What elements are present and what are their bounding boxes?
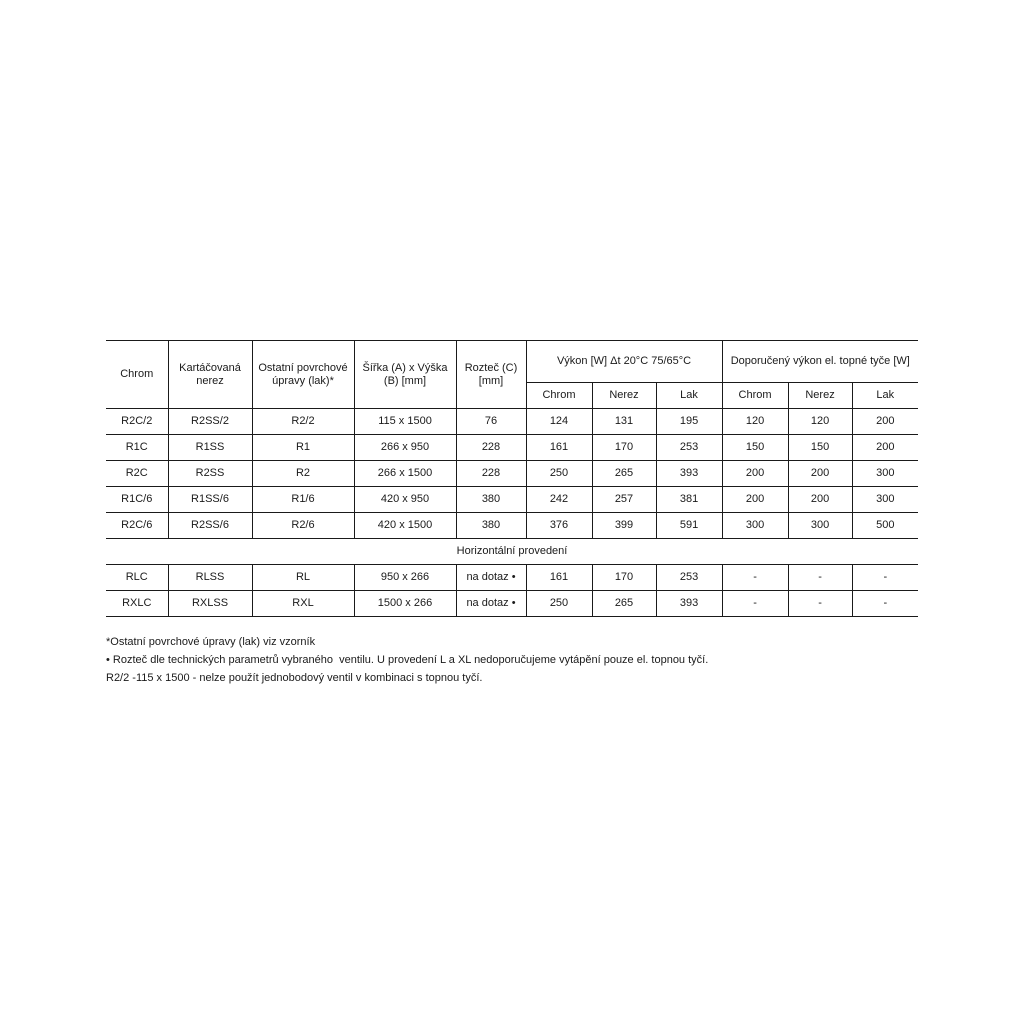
table-cell: 200 <box>852 409 918 435</box>
table-cell: RXL <box>252 591 354 617</box>
subheader-doporuceny-lak: Lak <box>852 383 918 409</box>
table-cell: 257 <box>592 487 656 513</box>
table-cell: 591 <box>656 513 722 539</box>
table-row <box>106 565 918 591</box>
table-cell: 120 <box>722 409 788 435</box>
table-cell: 300 <box>788 513 852 539</box>
table-cell: 150 <box>722 435 788 461</box>
table-row <box>106 591 918 617</box>
table-cell: 161 <box>526 435 592 461</box>
header-kartacovana-nerez: Kartáčovaná nerez <box>168 341 252 409</box>
table-cell: R1SS/6 <box>168 487 252 513</box>
table-cell: 265 <box>592 461 656 487</box>
table-cell: 170 <box>592 435 656 461</box>
table-cell: 120 <box>788 409 852 435</box>
footnote-r2-2: R2/2 -115 x 1500 - nelze použít jednobodový ventil v kombinaci s topnou tyčí. <box>106 672 483 684</box>
table-cell: 381 <box>656 487 722 513</box>
table-cell: 300 <box>852 461 918 487</box>
subheader-doporuceny-chrom: Chrom <box>722 383 788 409</box>
table-cell: 265 <box>592 591 656 617</box>
subheader-vykon-chrom: Chrom <box>526 383 592 409</box>
table-cell: - <box>788 565 852 591</box>
table-cell: 228 <box>456 461 526 487</box>
table-cell: 380 <box>456 513 526 539</box>
table-cell: RLSS <box>168 565 252 591</box>
footnote-roztec: • Rozteč dle technických parametrů vybraného ventilu. U provedení L a XL nedoporučujeme vytápění pouze el. topnou tyčí. <box>106 654 709 666</box>
section-row <box>106 539 918 565</box>
table-cell: 250 <box>526 461 592 487</box>
table-cell: R2SS/6 <box>168 513 252 539</box>
table-body <box>106 409 918 617</box>
footnotes <box>106 633 918 687</box>
subheader-vykon-lak: Lak <box>656 383 722 409</box>
table-cell: - <box>852 591 918 617</box>
table-cell: 228 <box>456 435 526 461</box>
table-cell: 200 <box>722 487 788 513</box>
table-cell: R1C/6 <box>106 487 168 513</box>
table-cell: R2C/6 <box>106 513 168 539</box>
table-cell: R2C/2 <box>106 409 168 435</box>
table-row <box>106 487 918 513</box>
table-cell: - <box>722 591 788 617</box>
header-row <box>106 341 918 383</box>
table-cell: R2SS/2 <box>168 409 252 435</box>
header-roztec: Rozteč (C) [mm] <box>456 341 526 409</box>
table-cell: RL <box>252 565 354 591</box>
table-cell: R2SS <box>168 461 252 487</box>
table-cell: 266 x 1500 <box>354 461 456 487</box>
table-cell: 1500 x 266 <box>354 591 456 617</box>
table-cell: 380 <box>456 487 526 513</box>
table-cell: R2C <box>106 461 168 487</box>
table-cell: 420 x 950 <box>354 487 456 513</box>
table-cell: R2/2 <box>252 409 354 435</box>
header-doporuceny-vykon: Doporučený výkon el. topné tyče [W] <box>722 341 918 383</box>
table-cell: R1/6 <box>252 487 354 513</box>
table-cell: 393 <box>656 591 722 617</box>
table-cell: 200 <box>788 487 852 513</box>
table-row <box>106 435 918 461</box>
table-cell: 200 <box>722 461 788 487</box>
table-cell: 266 x 950 <box>354 435 456 461</box>
table-cell: 161 <box>526 565 592 591</box>
table-cell: - <box>722 565 788 591</box>
table-row <box>106 461 918 487</box>
table-cell: 124 <box>526 409 592 435</box>
table-row <box>106 513 918 539</box>
table-cell: R2/6 <box>252 513 354 539</box>
footnote-lak: *Ostatní povrchové úpravy (lak) viz vzorník <box>106 636 316 648</box>
table-cell: R1SS <box>168 435 252 461</box>
table-cell: RXLC <box>106 591 168 617</box>
radiator-spec-table <box>106 340 918 617</box>
table-row <box>106 409 918 435</box>
table-cell: 150 <box>788 435 852 461</box>
table-cell: 250 <box>526 591 592 617</box>
header-rozmer: Šířka (A) x Výška (B) [mm] <box>354 341 456 409</box>
table-cell: na dotaz • <box>456 565 526 591</box>
table-cell: na dotaz • <box>456 591 526 617</box>
table-cell: R1C <box>106 435 168 461</box>
table-cell: 200 <box>788 461 852 487</box>
header-chrom: Chrom <box>106 341 168 409</box>
table-cell: 195 <box>656 409 722 435</box>
header-ostatni-upravy: Ostatní povrchové úpravy (lak)* <box>252 341 354 409</box>
table-cell: 200 <box>852 435 918 461</box>
table-cell: 376 <box>526 513 592 539</box>
subheader-vykon-nerez: Nerez <box>592 383 656 409</box>
subheader-doporuceny-nerez: Nerez <box>788 383 852 409</box>
table-cell: - <box>788 591 852 617</box>
table-cell: 300 <box>722 513 788 539</box>
section-label-horizontal: Horizontální provedení <box>106 539 918 565</box>
document <box>106 340 918 687</box>
table-cell: 399 <box>592 513 656 539</box>
table-cell: 420 x 1500 <box>354 513 456 539</box>
table-cell: R2 <box>252 461 354 487</box>
table-cell: 170 <box>592 565 656 591</box>
table-cell: 242 <box>526 487 592 513</box>
table-cell: 393 <box>656 461 722 487</box>
table-cell: RXLSS <box>168 591 252 617</box>
header-vykon: Výkon [W] Δt 20°C 75/65°C <box>526 341 722 383</box>
table-cell: 950 x 266 <box>354 565 456 591</box>
table-cell: 253 <box>656 565 722 591</box>
table-cell: 131 <box>592 409 656 435</box>
table-cell: - <box>852 565 918 591</box>
table-cell: R1 <box>252 435 354 461</box>
table-cell: 253 <box>656 435 722 461</box>
table-cell: 115 x 1500 <box>354 409 456 435</box>
table-cell: 500 <box>852 513 918 539</box>
table-cell: 300 <box>852 487 918 513</box>
table-cell: RLC <box>106 565 168 591</box>
table-cell: 76 <box>456 409 526 435</box>
